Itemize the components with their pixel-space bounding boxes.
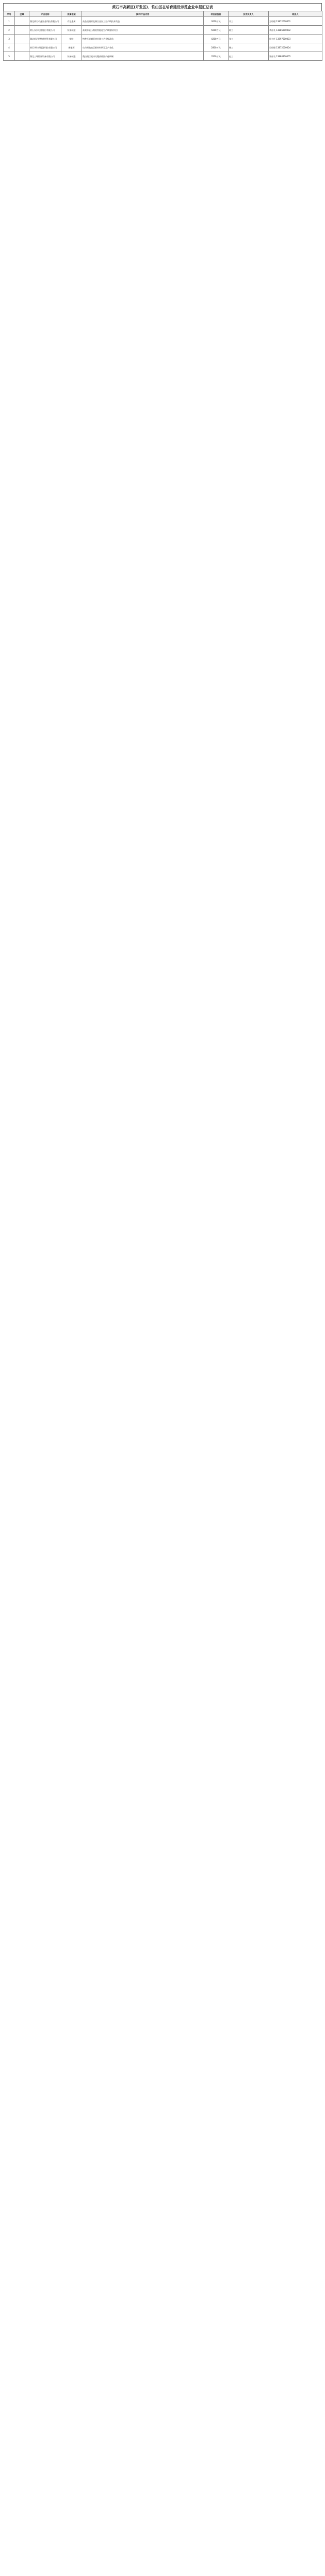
column-header: 项目总投资: [204, 11, 229, 17]
table-cell-invest: 2800万元: [204, 43, 229, 52]
table-cell-invest: 4200万元: [204, 35, 229, 43]
table-cell-no: 5: [4, 52, 15, 61]
table-cell-tech: 陈工: [229, 26, 269, 35]
table-cell-area: [15, 17, 29, 26]
table-row: [4, 35, 322, 43]
table-cell-content: 动力锂电池正极材料研发及产业化: [82, 43, 204, 52]
table-cell-field: 钢铁: [61, 35, 82, 43]
page-title: 黄石市高新区(开发区)、铁山区在培育建设示范企业申报汇总表: [3, 3, 322, 11]
table-cell-no: 1: [4, 17, 15, 26]
enterprise-table: [3, 11, 322, 61]
table-cell-content: 特种无缝钢管热处理工艺升级改造: [82, 35, 204, 43]
table-cell-tech: 刘工: [229, 17, 269, 26]
table-cell-name: 湖北黄石市鑫冶金科技有限公司: [29, 17, 61, 26]
table-cell-no: 3: [4, 35, 15, 43]
table-body: [4, 17, 322, 61]
table-cell-content: 数控锻压机床关键部件国产化研制: [82, 52, 204, 61]
table-cell-field: 装备制造: [61, 26, 82, 35]
column-header: 技术/产品内容: [82, 11, 204, 17]
table-cell-area: [15, 43, 29, 52]
table-cell-no: 4: [4, 43, 15, 52]
table-cell-content: 高品质铜材及铜合金加工生产线技术改造: [82, 17, 204, 26]
table-cell-invest: 5000万元: [204, 26, 229, 35]
table-cell-contact: 周主任 13597600003: [269, 35, 322, 43]
table-row: [4, 26, 322, 35]
table-row: [4, 43, 322, 52]
table-cell-name: 湖北新冶钢特种钢管有限公司: [29, 35, 61, 43]
table-cell-invest: 3000万元: [204, 17, 229, 26]
table-cell-contact: 李部长 13886200002: [269, 26, 322, 35]
column-header: 所属领域: [61, 11, 82, 17]
table-row: [4, 17, 322, 26]
table-cell-invest: 3500万元: [204, 52, 229, 61]
table-cell-contact: 王经理 13872000001: [269, 17, 322, 26]
column-header: 技术负责人: [229, 11, 269, 17]
table-cell-name: 湖北三环锻压设备有限公司: [29, 52, 61, 61]
table-cell-contact: 吴经理 13872000004: [269, 43, 322, 52]
table-cell-area: [15, 35, 29, 43]
table-cell-name: 黄石东贝电器股份有限公司: [29, 26, 61, 35]
table-cell-field: 有色金属: [61, 17, 82, 26]
header-row: [4, 11, 322, 17]
table-row: [4, 52, 322, 61]
column-header: 联系人: [269, 11, 322, 17]
table-cell-tech: 杨工: [229, 43, 269, 52]
spreadsheet: [3, 3, 322, 61]
table-cell-contact: 郑部长 13886200005: [269, 52, 322, 61]
table-cell-area: [15, 26, 29, 35]
table-cell-field: 新能源: [61, 43, 82, 52]
table-cell-no: 2: [4, 26, 15, 35]
column-header: 产业名称: [29, 11, 61, 17]
table-cell-name: 黄石华科新能源科技有限公司: [29, 43, 61, 52]
table-cell-content: 高效节能压缩机智能化生产线建设项目: [82, 26, 204, 35]
table-cell-field: 装备制造: [61, 52, 82, 61]
table-cell-area: [15, 52, 29, 61]
column-header: 序号: [4, 11, 15, 17]
column-header: 区域: [15, 11, 29, 17]
table-cell-tech: 赵工: [229, 52, 269, 61]
table-cell-tech: 张工: [229, 35, 269, 43]
